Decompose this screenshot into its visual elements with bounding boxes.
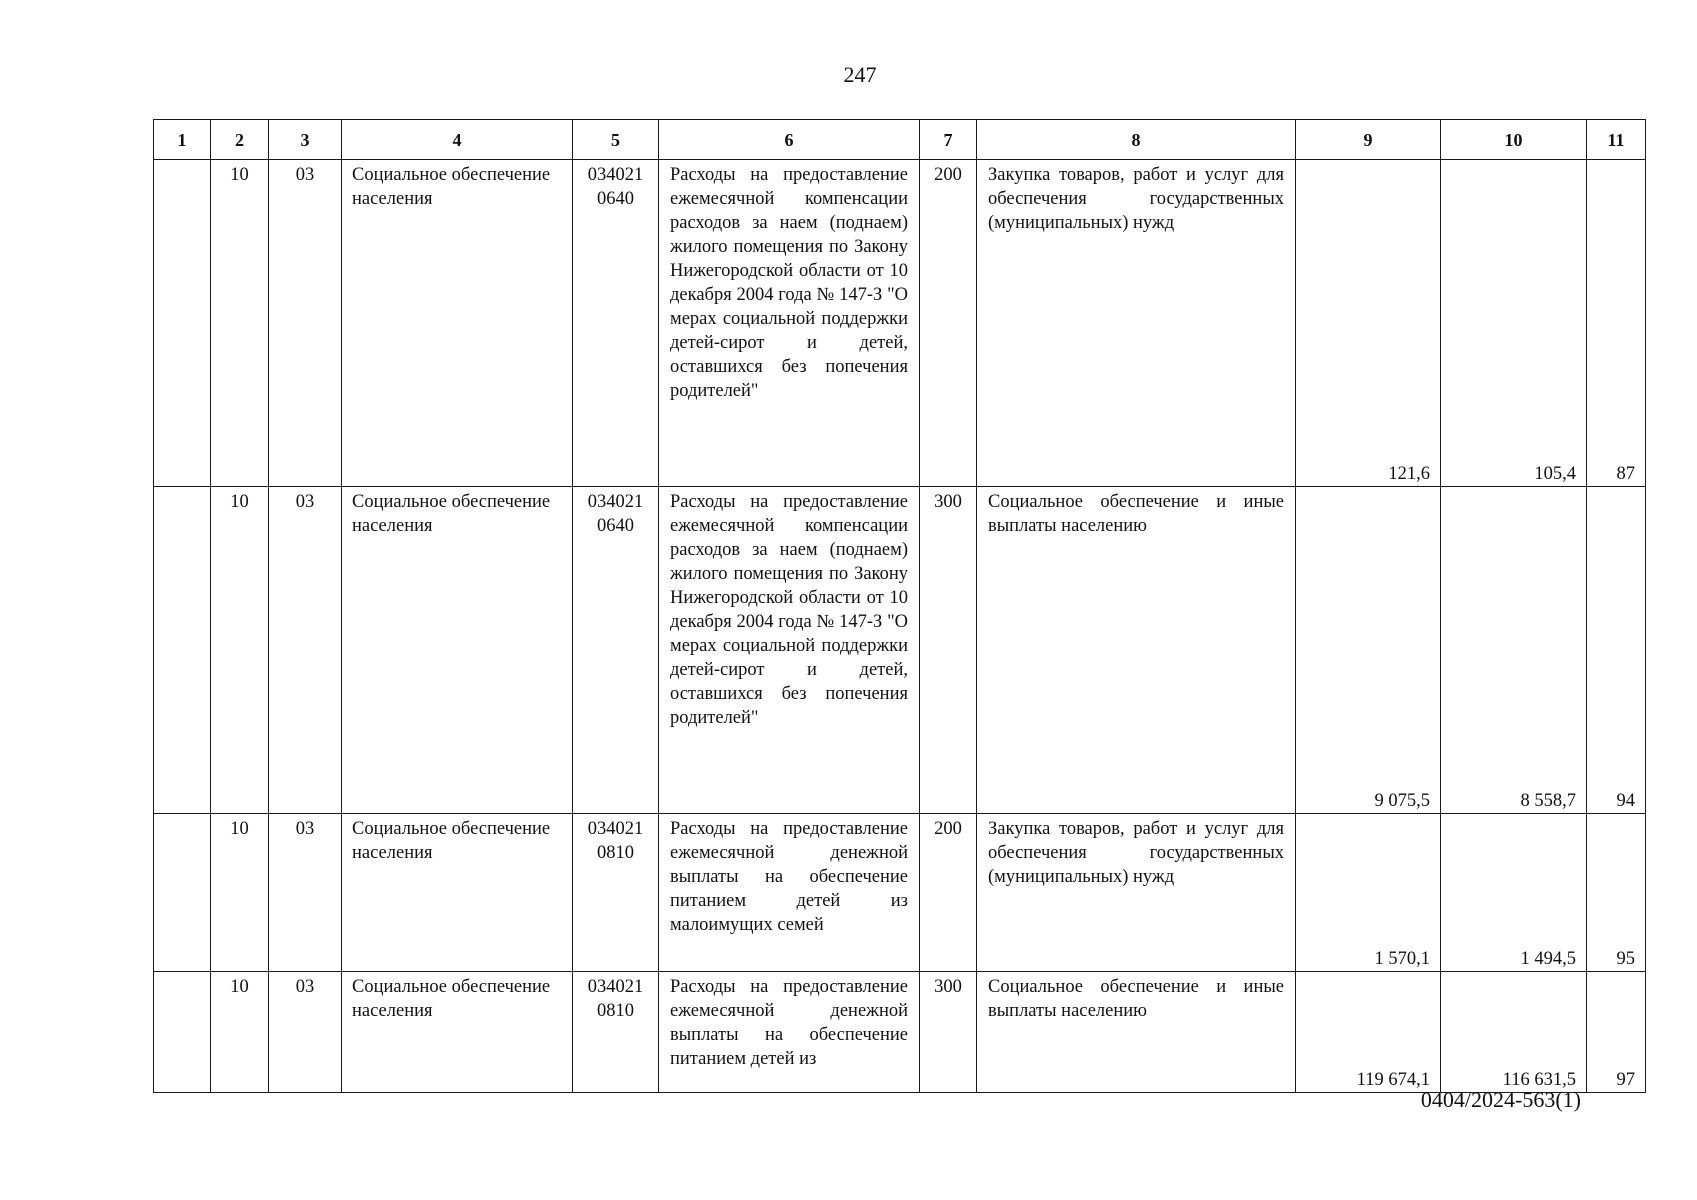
page-number: 247 [843,62,877,87]
cell-subsection: 03 [269,487,342,814]
cell-subsection-name: Социальное обеспечение населения [342,972,573,1093]
cell-section: 10 [211,972,269,1093]
cell-expense-type-name: Закупка товаров, работ и услуг для обеспечения государственных (муниципальных) нужд [977,814,1296,972]
cell-target-code: 034021 0640 [573,487,659,814]
cell-target-name: Расходы на предоставление ежемесячной денежной выплаты на обеспечение питанием детей из малоимущих семей [659,814,920,972]
cell-expense-type-name: Социальное обеспечение и иные выплаты населению [977,487,1296,814]
column-header: 7 [920,120,977,160]
column-header: 6 [659,120,920,160]
cell-amount-actual: 1 494,5 [1441,814,1587,972]
column-header: 2 [211,120,269,160]
column-header: 8 [977,120,1296,160]
cell-col1 [154,814,211,972]
cell-subsection: 03 [269,160,342,487]
cell-target-code: 034021 0810 [573,814,659,972]
cell-col1 [154,972,211,1093]
cell-target-name: Расходы на предоставление ежемесячной денежной выплаты на обеспечение питанием детей из [670,977,908,1069]
cell-amount-plan: 9 075,5 [1296,487,1441,814]
cell-amount-actual: 105,4 [1441,160,1587,487]
cell-percent: 97 [1587,972,1646,1093]
column-header: 9 [1296,120,1441,160]
cell-amount-plan: 1 570,1 [1296,814,1441,972]
column-header: 3 [269,120,342,160]
cell-percent: 94 [1587,487,1646,814]
cell-expense-type-name: Социальное обеспечение и иные выплаты населению [977,972,1296,1093]
table-row [154,814,1646,972]
column-header: 10 [1441,120,1587,160]
cell-expense-type: 300 [920,487,977,814]
cell-amount-actual: 116 631,5 [1441,972,1587,1093]
table-row [154,972,1646,1093]
cell-section: 10 [211,160,269,487]
cell-expense-type: 200 [920,160,977,487]
cell-target-code: 034021 0810 [573,972,659,1093]
cell-subsection: 03 [269,814,342,972]
cell-percent: 87 [1587,160,1646,487]
column-header: 1 [154,120,211,160]
column-header: 11 [1587,120,1646,160]
cell-subsection-name: Социальное обеспечение населения [342,814,573,972]
cell-subsection-name: Социальное обеспечение населения [342,487,573,814]
cell-expense-type-name: Закупка товаров, работ и услуг для обеспечения государственных (муниципальных) нужд [977,160,1296,487]
cell-amount-plan: 119 674,1 [1296,972,1441,1093]
table-header-row [154,120,1646,160]
cell-target-name: Расходы на предоставление ежемесячной компенсации расходов за наем (поднаем) жилого помещения по Закону Нижегородской области от 10 декабря 2004 года № 147-З "О мерах социальной поддержки детей-сирот и детей, оставшихся без попечения родителей" [659,487,920,814]
table-row [154,487,1646,814]
column-header: 5 [573,120,659,160]
cell-col1 [154,487,211,814]
cell-target-name-wrap [659,972,920,1093]
table-row [154,160,1646,487]
column-header: 4 [342,120,573,160]
cell-amount-actual: 8 558,7 [1441,487,1587,814]
cell-section: 10 [211,487,269,814]
cell-subsection: 03 [269,972,342,1093]
cell-percent: 95 [1587,814,1646,972]
cell-section: 10 [211,814,269,972]
cell-col1 [154,160,211,487]
cell-target-code: 034021 0640 [573,160,659,487]
cell-expense-type: 200 [920,814,977,972]
document-code: 0404/2024-563(1) [1420,1087,1581,1112]
budget-table [153,119,1646,1093]
cell-subsection-name: Социальное обеспечение населения [342,160,573,487]
cell-target-name: Расходы на предоставление ежемесячной компенсации расходов за наем (поднаем) жилого помещения по Закону Нижегородской области от 10 декабря 2004 года № 147-З "О мерах социальной поддержки детей-сирот и детей, оставшихся без попечения родителей" [659,160,920,487]
cell-expense-type: 300 [920,972,977,1093]
cell-amount-plan: 121,6 [1296,160,1441,487]
